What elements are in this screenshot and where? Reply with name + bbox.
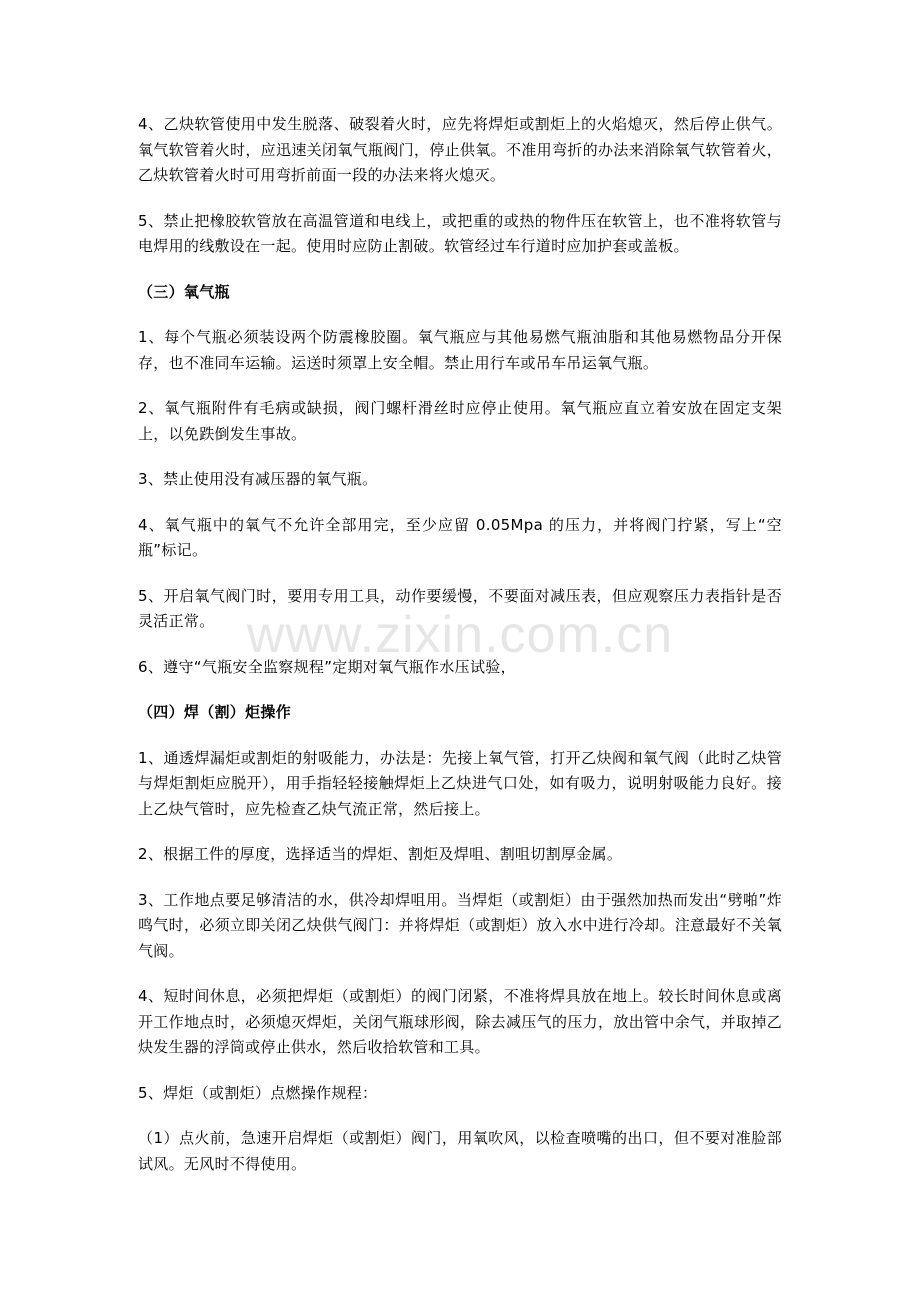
paragraph-cylinder-rubber-rings: 1、每个气瓶必须装设两个防震橡胶圈。氧气瓶应与其他易燃气瓶油脂和其他易燃物品分开保存，也不准同车运输。运送时须罩上安全帽。禁止用行车或吊车吊运氧气瓶。 — [138, 328, 782, 372]
paragraph-rest-procedure: 4、短时间休息，必须把焊炬（或割炬）的阀门闭紧，不准将焊具放在地上。较长时间休息或离开工作地点时，必须熄灭焊炬，关闭气瓶球形阀，除去减压气的压力，放出管中余气，并取掉乙炔发生器的浮筒或停止供水，然后收拾软管和工具。 — [138, 987, 782, 1056]
paragraph-acetylene-hose-fire: 4、乙炔软管使用中发生脱落、破裂着火时，应先将焊炬或割炬上的火焰熄灭，然后停止供气。氧气软管着火时，应迅速关闭氧气瓶阀门，停止供氧。不准用弯折的办法来消除氧气软管着火，乙炔软管着火时可用弯折前面一段的办法来将火熄灭。 — [138, 115, 782, 184]
document-body — [138, 112, 782, 1197]
paragraph-residual-pressure: 4、氧气瓶中的氧气不允许全部用完，至少应留 0.05Mpa 的压力，并将阀门拧紧，写上“空瓶”标记。 — [138, 515, 782, 559]
paragraph-valve-opening: 5、开启氧气阀门时，要用专用工具，动作要缓慢，不要面对减压表，但应观察压力表指针是否灵活正常。 — [138, 586, 782, 630]
paragraph-hydraulic-test: 6、遵守“气瓶安全监察规程”定期对氧气瓶作水压试验， — [138, 657, 516, 676]
paragraph-suction-check: 1、通透焊漏炬或割炬的射吸能力，办法是：先接上氧气管，打开乙炔阀和氧气阀（此时乙炔管与焊炬割炬应脱开），用手指轻轻接触焊炬上乙炔进气口处，如有吸力，说明射吸能力良好。接上乙炔气管时，应先检查乙炔气流正常，然后接上。 — [138, 748, 782, 818]
paragraph-cylinder-accessories: 2、氧气瓶附件有毛病或缺损，阀门螺杆滑丝时应停止使用。氧气瓶应直立着安放在固定支架上，以免跌倒发生事故。 — [138, 399, 782, 443]
paragraph-hose-placement: 5、禁止把橡胶软管放在高温管道和电线上，或把重的或热的物件压在软管上，也不准将软管与电焊用的线敷设在一起。使用时应防止割破。软管经过车行道时应加护套或盖板。 — [138, 211, 782, 255]
paragraph-pressure-reducer: 3、禁止使用没有减压器的氧气瓶。 — [138, 470, 378, 488]
section-heading-torch-operation: （四）焊（割）炬操作 — [138, 703, 292, 721]
paragraph-ignition-rules: 5、焊炬（或割炬）点燃操作规程： — [138, 1083, 378, 1102]
paragraph-pre-ignition: （1）点火前，急速开启焊炬（或割炬）阀门，用氧吹风，以检查喷嘴的出口，但不要对准脸部试风。无风时不得使用。 — [138, 1129, 782, 1173]
paragraph-torch-selection: 2、根据工件的厚度，选择适当的焊炬、割炬及焊咀、割咀切割厚金属。 — [138, 845, 623, 863]
section-heading-oxygen-cylinder: （三）氧气瓶 — [138, 282, 230, 301]
watermark: www.zixin.com.cn — [246, 606, 674, 664]
paragraph-cooling-water: 3、工作地点要足够清洁的水，供冷却焊咀用。当焊炬（或割炬）由于强然加热而发出“劈啪”炸鸣气时，必须立即关闭乙炔供气阀门：并将焊炬（或割炬）放入水中进行冷却。注意最好不关氧气阀。 — [138, 890, 782, 960]
